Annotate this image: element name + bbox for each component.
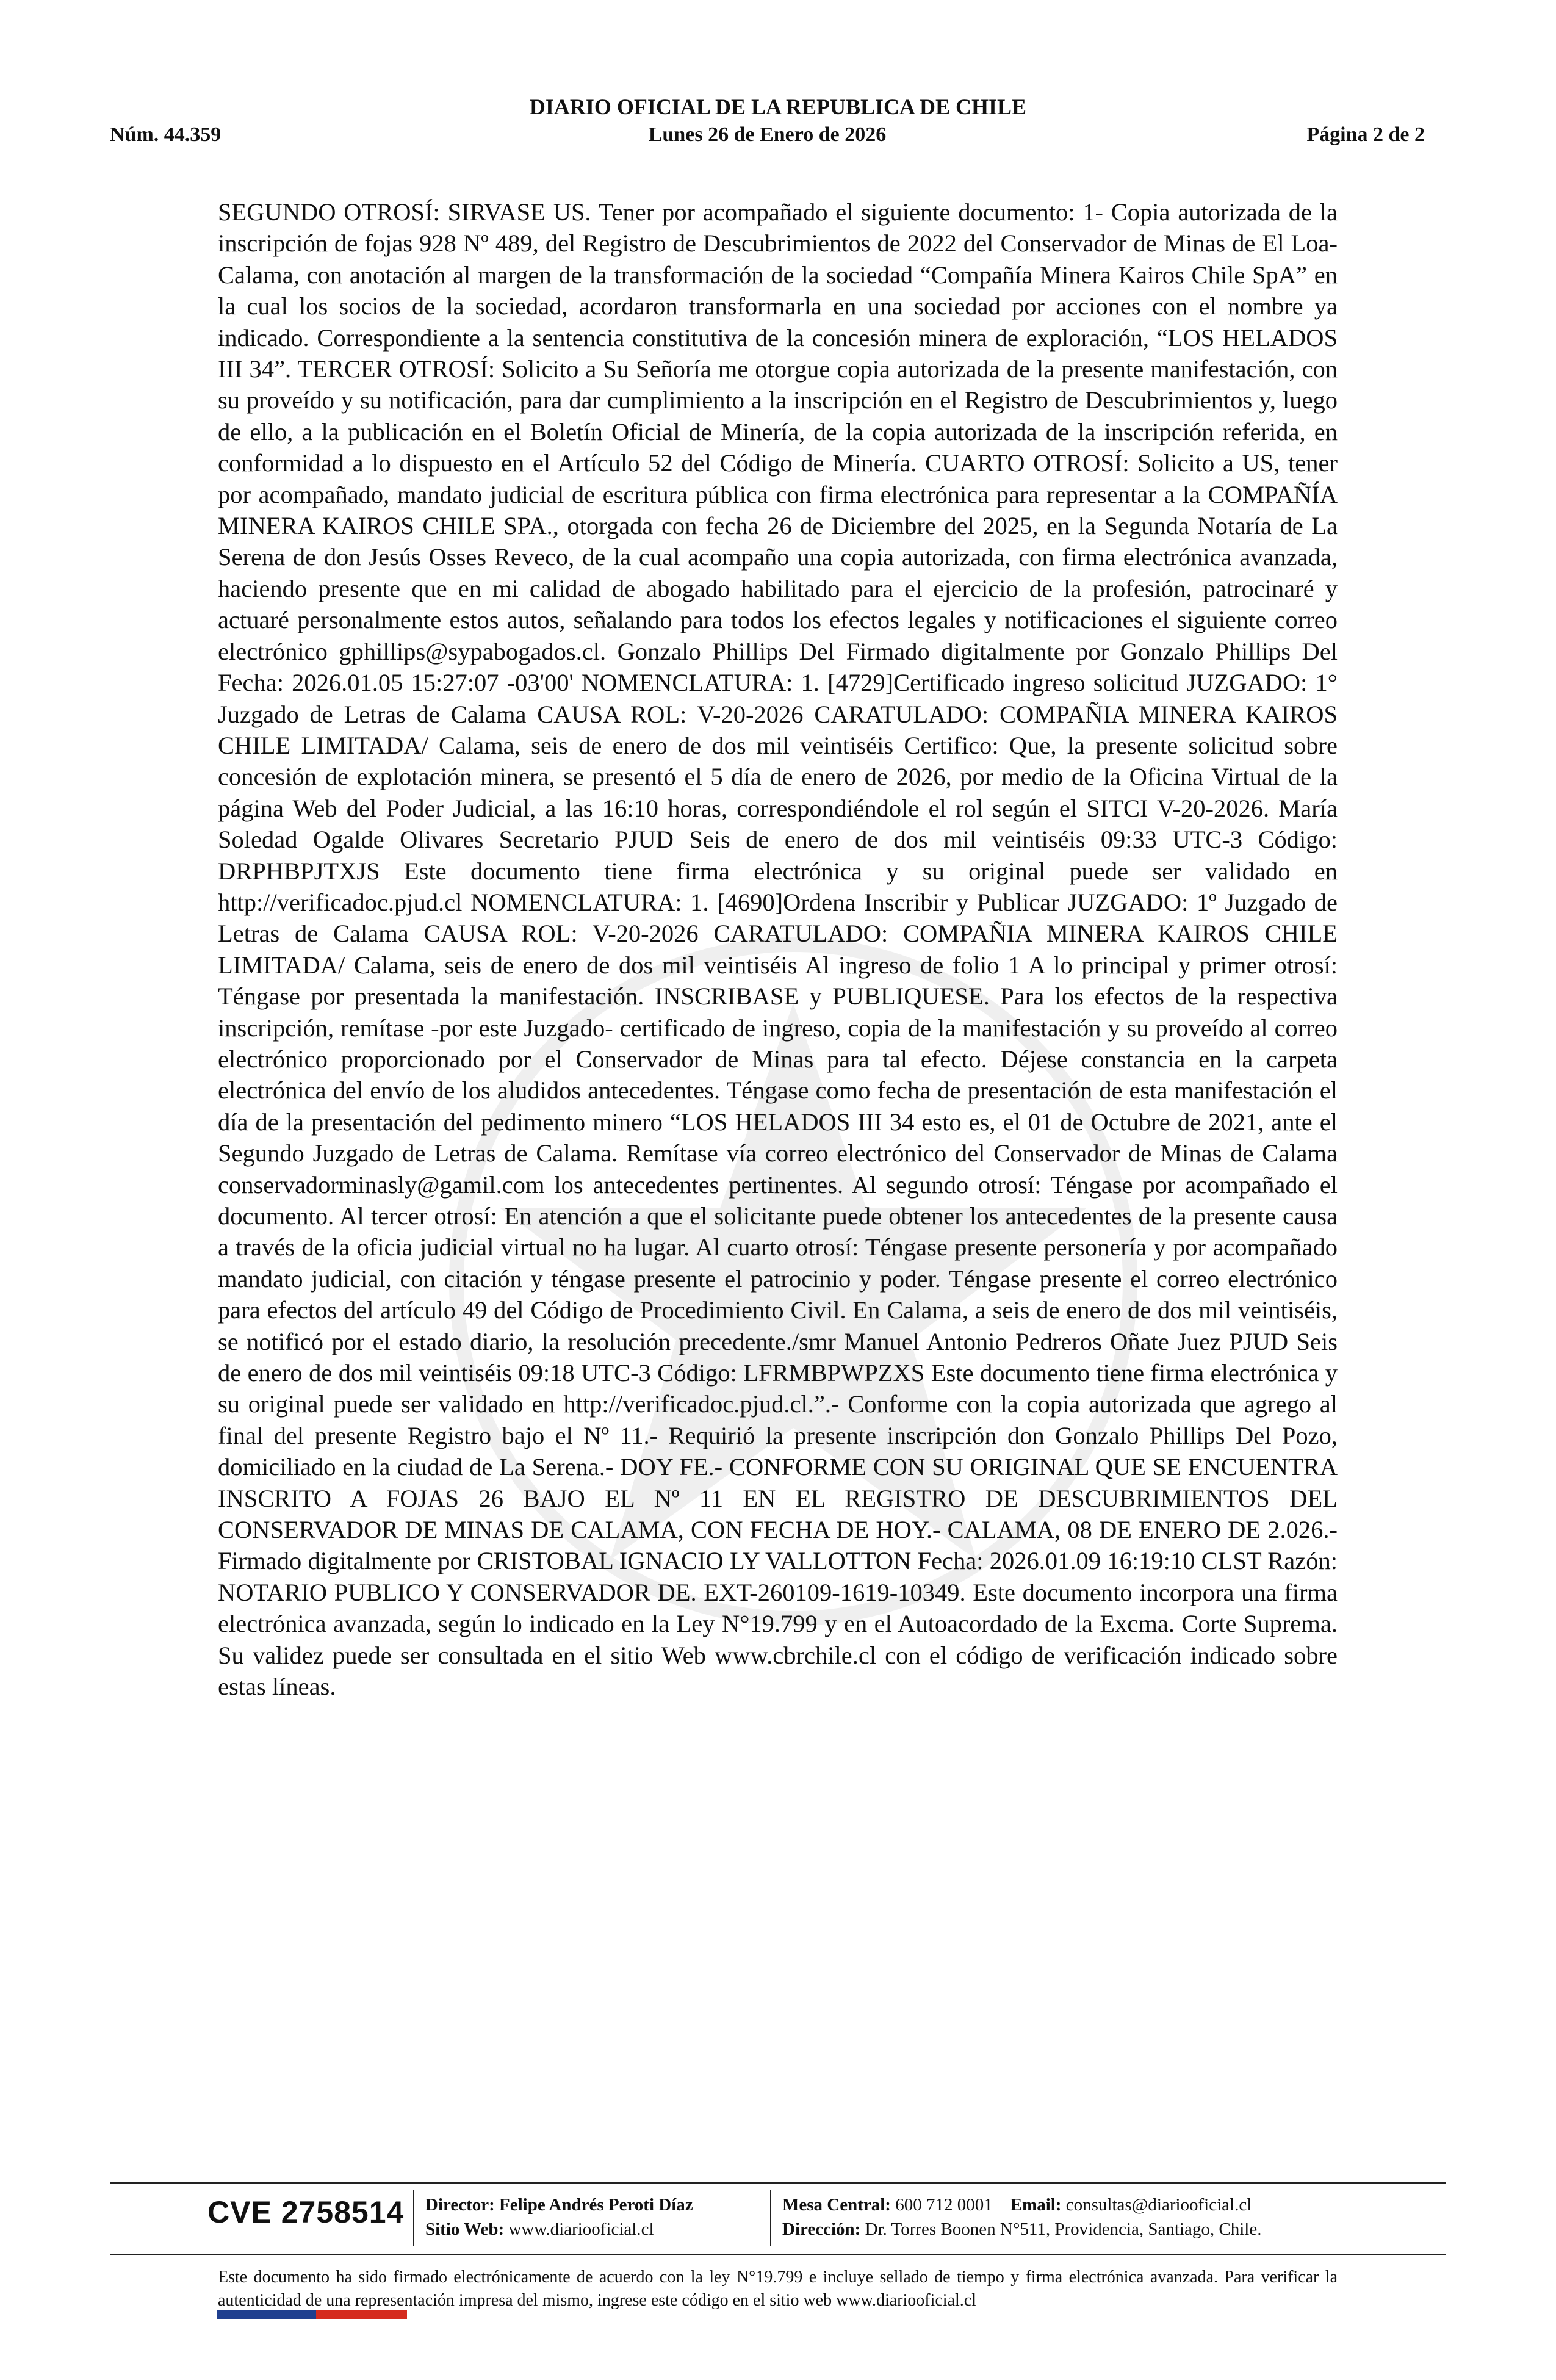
publication-title: DIARIO OFICIAL DE LA REPUBLICA DE CHILE bbox=[529, 95, 1027, 119]
address-label: Dirección: bbox=[782, 2220, 861, 2239]
site-link[interactable]: www.diariooficial.cl bbox=[508, 2220, 654, 2239]
email-label: Email: bbox=[1010, 2195, 1062, 2215]
phone-label: Mesa Central: bbox=[782, 2195, 891, 2215]
site-label: Sitio Web: bbox=[425, 2220, 505, 2239]
email-link[interactable]: consultas@diariooficial.cl bbox=[1065, 2195, 1252, 2215]
footer-separator bbox=[770, 2190, 771, 2246]
footer-divider-top bbox=[110, 2182, 1446, 2184]
director-name: Felipe Andrés Peroti Díaz bbox=[499, 2195, 693, 2215]
issue-number: Núm. 44.359 bbox=[110, 123, 222, 146]
footer-disclaimer: Este documento ha sido firmado electrónicamente de acuerdo con la ley N°19.799 e incluye sellado de tiempo y firma electrónica avanzada. Para verificar la autenticidad de una representación impresa del mismo, ingrese este código en el sitio web www.diariooficial.cl bbox=[218, 2268, 1338, 2310]
document-body: SEGUNDO OTROSÍ: SIRVASE US. Tener por acompañado el siguiente documento: 1- Copia autorizada de la inscripción de fojas 928 Nº 489, del Registro de Descubrimientos de 2022 del Conservador de Minas de El Loa-Calama, con anotación al margen de la transformación de la sociedad “Compañía Minera Kairos Chile SpA” en la cual los socios de la sociedad, acordaron transformarla en una sociedad por acciones con el nombre ya indicado. Correspondiente a la sentencia constitutiva de la concesión minera de exploración, “LOS HELADOS III 34”. TERCER OTROSÍ: Solicito a Su Señoría me otorgue copia autorizada de la presente manifestación, con su proveído y su notificación, para dar cumplimiento a la inscripción en el Registro de Descubrimientos y, luego de ello, a la publicación en el Boletín Oficial de Minería, de la copia autorizada de la inscripción referida, en conformidad a lo dispuesto en el Artículo 52 del Código de Minería. CUARTO OTROSÍ: Solicito a US, tener por acompañado, mandato judicial de escritura pública con firma electrónica para representar a la COMPAÑÍA MINERA KAIROS CHILE SPA., otorgada con fecha 26 de Diciembre del 2025, en la Segunda Notaría de La Serena de don Jesús Osses Reveco, de la cual acompaño una copia autorizada, con firma electrónica avanzada, haciendo presente que en mi calidad de abogado habilitado para el ejercicio de la profesión, patrocinaré y actuaré personalmente estos autos, señalando para todos los efectos legales y notificaciones el siguiente correo electrónico gphillips@sypabogados.cl. Gonzalo Phillips Del Firmado digitalmente por Gonzalo Phillips Del Fecha: 2026.01.05 15:27:07 -03'00' NOMENCLATURA: 1. [4729]Certificado ingreso solicitud JUZGADO: 1° Juzgado de Letras de Calama CAUSA ROL: V-20-2026 CARATULADO: COMPAÑIA MINERA KAIROS CHILE LIMITADA/ Calama, seis de enero de dos mil veintiséis Certifico: Que, la presente solicitud sobre concesión de explotación minera, se presentó el 5 día de enero de 2026, por medio de la Oficina Virtual de la página Web del Poder Judicial, a las 16:10 horas, correspondiéndole el rol según el SITCI V-20-2026. María Soledad Ogalde Olivares Secretario PJUD Seis de enero de dos mil veintiséis 09:33 UTC-3 Código: DRPHBPJTXJS Este documento tiene firma electrónica y su original puede ser validado en http://verificadoc.pjud.cl NOMENCLATURA: 1. [4690]Ordena Inscribir y Publicar JUZGADO: 1º Juzgado de Letras de Calama CAUSA ROL: V-20-2026 CARATULADO: COMPAÑIA MINERA KAIROS CHILE LIMITADA/ Calama, seis de enero de dos mil veintiséis Al ingreso de folio 1 A lo principal y primer otrosí: Téngase por presentada la manifestación. INSCRIBASE y PUBLIQUESE. Para los efectos de la respectiva inscripción, remítase -por este Juzgado- certificado de ingreso, copia de la manifestación y su proveído al correo electrónico proporcionado por el Conservador de Minas para tal efecto. Déjese constancia en la carpeta electrónica del envío de los aludidos antecedentes. Téngase como fecha de presentación de esta manifestación el día de la presentación del pedimento minero “LOS HELADOS III 34 esto es, el 01 de Octubre de 2021, ante el Segundo Juzgado de Letras de Calama. Remítase vía correo electrónico del Conservador de Minas de Calama conservadorminasly@gamil.com los antecedentes pertinentes. Al segundo otrosí: Téngase por acompañado el documento. Al tercer otrosí: En atención a que el solicitante puede obtener los antecedentes de la presente causa a través de la oficia judicial virtual no ha lugar. Al cuarto otrosí: Téngase presente personería y por acompañado mandato judicial, con citación y téngase presente el patrocinio y poder. Téngase presente el correo electrónico para efectos del artículo 49 del Código de Procedimiento Civil. En Calama, a seis de enero de dos mil veintiséis, se notificó por el estado diario, la resolución precedente./smr Manuel Antonio Pedreros Oñate Juez PJUD Seis de enero de dos mil veintiséis 09:18 UTC-3 Código: LFRMBPWPZXS Este documento tiene firma electrónica y su original puede ser validado en http://verificadoc.pjud.cl.”.- Conforme con la copia autorizada que agrego al final del presente Registro bajo el Nº 11.- Requirió la presente inscripción don Gonzalo Phillips Del Pozo, domiciliado en la ciudad de La Serena.- DOY FE.- CONFORME CON SU ORIGINAL QUE SE ENCUENTRA INSCRITO A FOJAS 26 BAJO EL Nº 11 EN EL REGISTRO DE DESCUBRIMIENTOS DEL CONSERVADOR DE MINAS DE CALAMA, CON FECHA DE HOY.- CALAMA, 08 DE ENERO DE 2.026.- Firmado digitalmente por CRISTOBAL IGNACIO LY VALLOTTON Fecha: 2026.01.09 16:19:10 CLST Razón: NOTARIO PUBLICO Y CONSERVADOR DE. EXT-260109-1619-10349. Este documento incorpora una firma electrónica avanzada, según lo indicado en la Ley N°19.799 y en el Autoacordado de la Excma. Corte Suprema. Su validez puede ser consultada en el sitio Web www.cbrchile.cl con el código de verificación indicado sobre estas líneas. bbox=[218, 198, 1338, 1701]
address-text: Dr. Torres Boonen N°511, Providencia, Santiago, Chile. bbox=[865, 2220, 1262, 2239]
flag-stripe-red bbox=[316, 2310, 407, 2319]
cve-code: CVE 2758514 bbox=[207, 2195, 405, 2229]
page-indicator: Página 2 de 2 bbox=[1306, 123, 1425, 146]
header-row bbox=[110, 123, 1425, 151]
footer-director-block bbox=[425, 2193, 693, 2241]
director-label: Director: bbox=[425, 2195, 495, 2215]
phone-number: 600 712 0001 bbox=[895, 2195, 993, 2215]
footer-contact-block bbox=[782, 2193, 1261, 2241]
footer-separator bbox=[413, 2190, 414, 2246]
issue-date: Lunes 26 de Enero de 2026 bbox=[648, 123, 887, 146]
flag-stripe-blue bbox=[217, 2310, 316, 2319]
footer-divider-bottom bbox=[110, 2254, 1446, 2255]
